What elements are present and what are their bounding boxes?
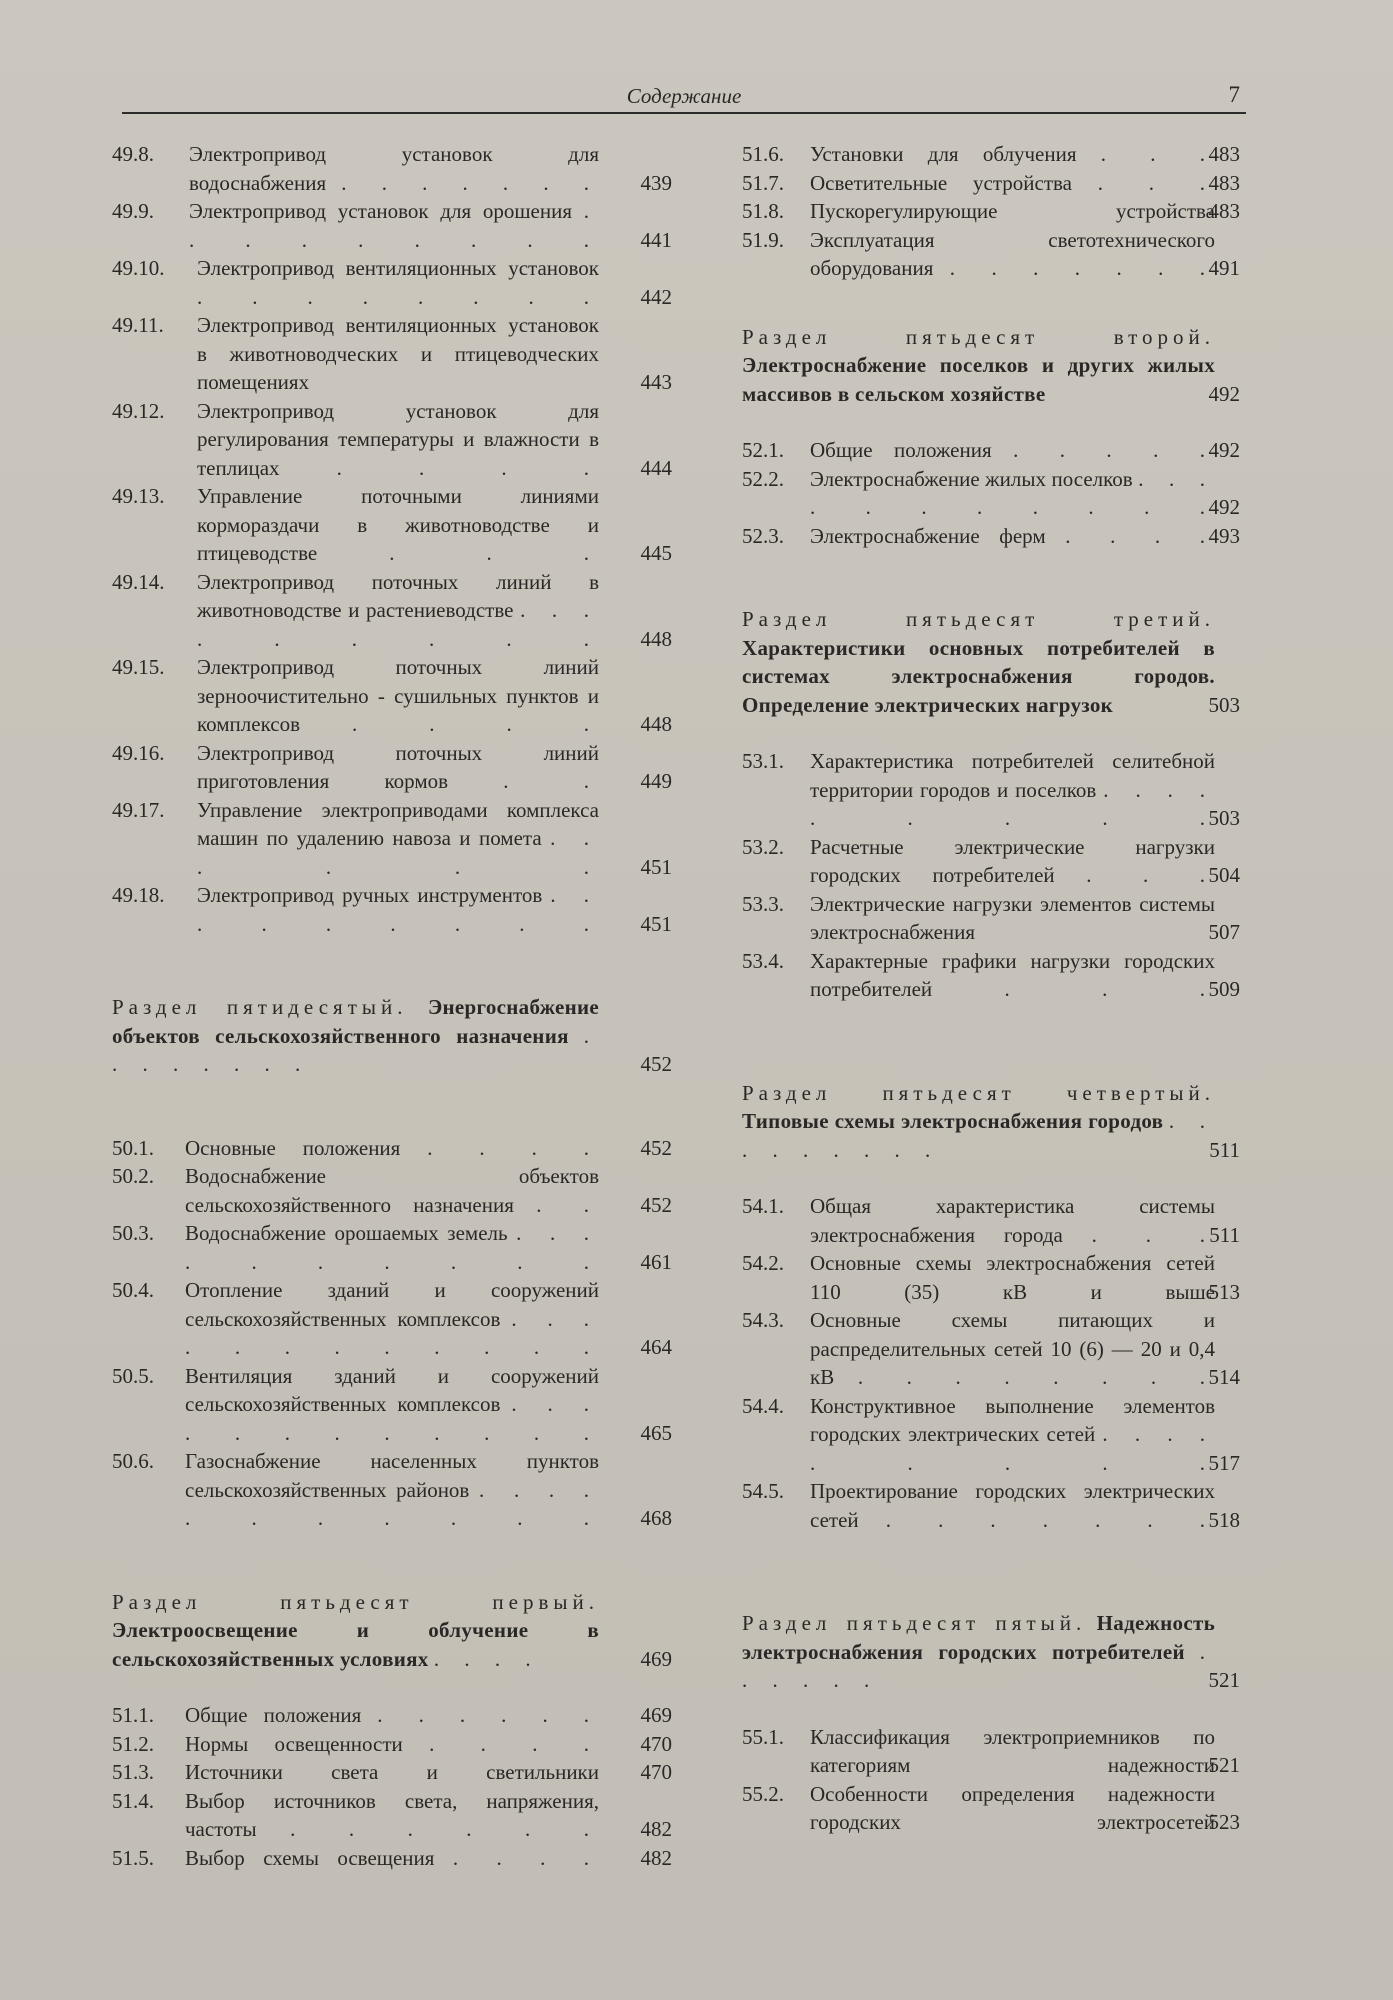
toc-entry[interactable] — [112, 1787, 672, 1844]
entry-title — [810, 226, 1215, 283]
entry-title — [810, 1780, 1215, 1837]
entry-page: 468 — [640, 1506, 672, 1530]
entry-title — [810, 1249, 1215, 1306]
entry-page: 492 — [1208, 438, 1240, 462]
entry-title — [810, 1306, 1215, 1392]
entry-title-text: Отопление зданий и сооружений сельскохозяйственных комплексов — [185, 1278, 599, 1331]
entry-title — [810, 465, 1215, 522]
entry-title-text: Эксплуатация светотехнического оборудования — [810, 227, 1215, 280]
toc-entry[interactable] — [112, 1447, 672, 1533]
leader-dots: . . . . . . — [197, 826, 600, 879]
section-lead: Раздел пятьдесят третий. — [742, 607, 1215, 631]
entry-page: 511 — [1209, 1222, 1240, 1247]
entry-title-text: Управление поточными линиями кормораздачи в животноводстве и птицеводстве — [197, 484, 599, 565]
spacer — [742, 550, 1302, 605]
entry-number: 51.2. — [112, 1731, 154, 1756]
toc-entry[interactable] — [112, 1701, 672, 1730]
spacer — [742, 1164, 1302, 1192]
leader-dots: . . . . . . . — [949, 256, 1216, 280]
leader-dots: . . . . . . . . — [112, 1023, 599, 1076]
entry-title — [189, 197, 599, 254]
entry-title-text: Газоснабжение населенных пунктов сельскохозяйственных районов — [185, 1449, 599, 1502]
entry-page: 441 — [640, 227, 672, 252]
leader-dots: . . . . . . . . . — [189, 199, 599, 252]
entry-number: 55.2. — [742, 1781, 784, 1806]
entry-title — [810, 169, 1215, 198]
entry-page: 521 — [1208, 1753, 1240, 1777]
leader-dots: . . . . . . — [377, 1703, 600, 1727]
entry-page: 483 — [1208, 199, 1240, 223]
toc-entry[interactable] — [112, 568, 672, 654]
leader-dots: . . — [536, 1192, 599, 1217]
entry-title — [810, 1392, 1215, 1478]
leader-dots: . . — [503, 769, 599, 793]
spacer — [742, 1695, 1302, 1723]
entry-page: 514 — [1208, 1365, 1240, 1389]
entry-title-text: Характерные графики нагрузки городских потребителей — [810, 948, 1215, 1001]
entry-page: 469 — [640, 1703, 672, 1727]
leader-dots: . . . . — [352, 712, 600, 736]
entry-page: 503 — [1208, 806, 1240, 830]
leader-dots: . . . — [1086, 863, 1216, 887]
entry-title-text: Электропривод установок для орошения — [189, 199, 573, 223]
entry-number: 53.3. — [742, 891, 784, 916]
toc-entry[interactable] — [742, 1192, 1302, 1249]
entry-page: 513 — [1208, 1279, 1240, 1304]
toc-entry[interactable] — [112, 140, 672, 197]
toc-entry[interactable] — [742, 436, 1302, 465]
toc-entry[interactable] — [742, 1306, 1302, 1392]
entry-title — [810, 747, 1215, 833]
section-lead: Раздел пятьдесят первый. — [112, 1589, 599, 1614]
section-page: 469 — [640, 1646, 672, 1671]
entry-number: 51.6. — [742, 142, 784, 166]
section-heading — [112, 1588, 599, 1674]
section-page: 503 — [1208, 692, 1240, 717]
entry-title-text: Электропривод поточных линий приготовления кормов — [197, 740, 599, 793]
toc-entry[interactable] — [742, 890, 1302, 947]
leader-dots: . . . . . . . . . . . . — [185, 1392, 599, 1445]
entry-page: 465 — [640, 1420, 672, 1445]
toc-entry[interactable] — [742, 1780, 1302, 1837]
toc-entry[interactable] — [742, 226, 1302, 283]
entry-title-text: Водоснабжение объектов сельскохозяйственного назначения — [185, 1164, 599, 1217]
entry-title-text: Управление электроприводами комплекса машин по удалению навоза и помета — [197, 797, 599, 850]
entry-title-text: Нормы освещенности — [185, 1731, 403, 1756]
toc-entry[interactable] — [742, 522, 1302, 551]
entry-number: 51.9. — [742, 227, 784, 252]
entry-page: 507 — [1208, 920, 1240, 944]
entry-number: 54.4. — [742, 1393, 784, 1418]
entry-number: 53.4. — [742, 948, 784, 973]
entry-number: 50.6. — [112, 1449, 154, 1473]
entry-page: 517 — [1208, 1450, 1240, 1475]
spacer — [112, 1079, 672, 1134]
page-number: 7 — [1228, 82, 1240, 107]
entry-page: 509 — [1208, 977, 1240, 1001]
entry-page: 439 — [640, 170, 672, 195]
leader-dots: . . . . . — [1013, 438, 1216, 462]
entry-number: 49.15. — [112, 655, 165, 679]
toc-right-column — [742, 140, 1302, 1837]
toc-entry[interactable] — [112, 653, 672, 739]
entry-number: 51.8. — [742, 199, 784, 223]
section-heading — [742, 1079, 1215, 1165]
toc-entry[interactable] — [112, 796, 672, 882]
leader-dots: . . . . . . . . . — [742, 1109, 1216, 1162]
entry-title — [185, 1134, 599, 1163]
entry-title-text: Конструктивное выполнение элементов городских электрических сетей — [810, 1393, 1215, 1446]
entry-page: 482 — [640, 1845, 672, 1870]
entry-title — [185, 1758, 599, 1787]
entry-page: 452 — [640, 1192, 672, 1217]
toc-entry[interactable] — [742, 747, 1302, 833]
entry-page: 518 — [1208, 1507, 1240, 1532]
entry-title-text: Электропривод вентиляционных установок в животноводческих и птицеводческих помещениях — [197, 313, 599, 394]
entry-title — [185, 1447, 599, 1533]
leader-dots: . . . . . . . . . — [810, 1422, 1216, 1475]
entry-title-text: Особенности определения надежности городских электросетей — [810, 1781, 1215, 1834]
entry-title — [197, 397, 599, 483]
entry-title — [810, 1477, 1215, 1534]
entry-title-text: Электроснабжение жилых поселков — [810, 466, 1133, 491]
entry-title — [810, 436, 1215, 465]
entry-title-text: Основные схемы электроснабжения сетей 110 (35) кВ и выше — [810, 1251, 1215, 1304]
toc-entry[interactable] — [112, 397, 672, 483]
entry-title-text: Электроснабжение ферм — [810, 523, 1046, 548]
section-52-heading[interactable] — [742, 323, 1302, 409]
spacer — [112, 938, 672, 993]
entry-title-text: Выбор источников света, напряжения, частоты — [185, 1788, 599, 1841]
entry-page: 461 — [640, 1249, 672, 1274]
entry-title — [185, 1362, 599, 1448]
entry-title — [185, 1787, 599, 1844]
entry-page: 449 — [640, 769, 672, 793]
entry-title-text: Источники света и светильники — [185, 1760, 599, 1784]
entry-title — [197, 739, 599, 796]
entry-number: 50.5. — [112, 1363, 154, 1388]
section-title: Надежность электроснабжения городских потребителей — [742, 1611, 1215, 1664]
entry-number: 49.10. — [112, 256, 165, 280]
entry-page: 451 — [640, 911, 672, 936]
entry-page: 491 — [1208, 256, 1240, 280]
section-title: Типовые схемы электроснабжения городов — [742, 1109, 1164, 1133]
section-lead: Раздел пятьдесят второй. — [742, 324, 1215, 349]
entry-number: 49.17. — [112, 797, 165, 822]
entry-title-text: Проектирование городских электрических сетей — [810, 1479, 1215, 1532]
entry-title — [185, 1730, 599, 1759]
entry-title — [810, 522, 1215, 551]
toc-entry[interactable] — [742, 465, 1302, 522]
entry-title-text: Характеристика потребителей селитебной территории городов и поселков — [810, 749, 1215, 802]
entry-page: 492 — [1208, 495, 1240, 519]
entry-number: 54.3. — [742, 1308, 784, 1332]
section-heading — [742, 605, 1215, 719]
entry-title — [810, 947, 1215, 1004]
entry-title-text: Водоснабжение орошаемых земель — [185, 1221, 508, 1245]
entry-title-text: Установки для облучения — [810, 142, 1077, 166]
entry-page: 442 — [640, 284, 672, 309]
leader-dots: . . . . — [429, 1731, 599, 1756]
entry-number: 51.3. — [112, 1760, 154, 1784]
entry-title-text: Общая характеристика системы электроснабжения города — [810, 1194, 1215, 1247]
entry-number: 53.1. — [742, 749, 784, 773]
toc-entry[interactable] — [112, 1162, 672, 1219]
entry-number: 54.5. — [742, 1479, 784, 1503]
entry-title — [189, 140, 599, 197]
entry-number: 49.12. — [112, 398, 165, 423]
entry-title-text: Расчетные электрические нагрузки городских потребителей — [810, 834, 1215, 887]
leader-dots: . . . — [1097, 170, 1215, 195]
entry-page: 464 — [640, 1335, 672, 1359]
spacer — [112, 1673, 672, 1701]
entry-number: 55.1. — [742, 1724, 784, 1749]
leader-dots: . . . . . . . . — [197, 284, 599, 309]
entry-number: 54.2. — [742, 1251, 784, 1275]
leader-dots: . . . . . . . . — [857, 1365, 1216, 1389]
leader-dots: . . . . . . . — [341, 170, 600, 195]
entry-page: 470 — [640, 1760, 672, 1784]
entry-page: 452 — [640, 1135, 672, 1160]
entry-number: 51.1. — [112, 1703, 154, 1727]
toc-entry[interactable] — [742, 1392, 1302, 1478]
section-53-heading[interactable] — [742, 605, 1302, 719]
toc-entry[interactable] — [742, 1249, 1302, 1306]
entry-title-text: Электропривод ручных инструментов — [197, 883, 543, 907]
toc-entry[interactable] — [112, 254, 672, 311]
entry-page: 443 — [640, 370, 672, 394]
entry-title — [185, 1701, 599, 1730]
entry-title — [197, 568, 599, 654]
section-title: Характеристики основных потребителей в системах электроснабжения городов. Определение электрических нагрузок — [742, 635, 1215, 717]
leader-dots: . . . . . . — [742, 1639, 1216, 1692]
leader-dots: . . . . — [427, 1135, 600, 1160]
leader-dots: . . . — [1100, 142, 1215, 166]
entry-page: 451 — [640, 854, 672, 879]
section-title: Электроснабжение поселков и других жилых массивов в сельском хозяйстве — [742, 353, 1215, 406]
entry-number: 51.5. — [112, 1845, 154, 1870]
entry-number: 49.11. — [112, 313, 164, 337]
spacer — [742, 1004, 1302, 1079]
entry-page: 493 — [1208, 523, 1240, 548]
entry-page: 445 — [640, 541, 672, 565]
toc-entry[interactable] — [112, 739, 672, 796]
toc-entry[interactable] — [112, 1844, 672, 1873]
leader-dots: . . . . . . . . . . . — [810, 466, 1216, 519]
section-title: Электроосвещение и облучение в сельскохозяйственных условиях — [112, 1618, 599, 1671]
entry-title — [810, 197, 1215, 226]
entry-number: 49.8. — [112, 142, 154, 166]
leader-dots: . . . . — [452, 1845, 600, 1870]
section-page: 492 — [1208, 381, 1240, 406]
section-54-heading[interactable] — [742, 1079, 1302, 1165]
entry-title-text: Вентиляция зданий и сооружений сельскохозяйственных комплексов — [185, 1363, 599, 1416]
entry-title — [197, 311, 599, 397]
entry-title-text: Пускорегулирующие устройства — [810, 199, 1215, 223]
leader-dots: . . . . . . — [290, 1817, 600, 1841]
entry-title-text: Общие положения — [185, 1703, 362, 1727]
leader-dots: . . . . . . . . . — [197, 598, 600, 651]
entry-number: 52.1. — [742, 438, 784, 462]
entry-number: 50.1. — [112, 1135, 154, 1160]
entry-number: 49.16. — [112, 740, 165, 765]
leader-dots: . . . . — [336, 455, 600, 480]
entry-page: 483 — [1208, 142, 1240, 166]
entry-title-text: Осветительные устройства — [810, 170, 1072, 195]
toc-entry[interactable] — [112, 311, 672, 397]
entry-page: 482 — [640, 1817, 672, 1841]
toc-entry[interactable] — [112, 482, 672, 568]
entry-number: 54.1. — [742, 1194, 784, 1218]
entry-title — [810, 1723, 1215, 1780]
entry-page: 523 — [1208, 1810, 1240, 1834]
section-55-heading[interactable] — [742, 1609, 1302, 1695]
toc-entry[interactable] — [742, 140, 1302, 169]
section-50-heading[interactable] — [112, 993, 672, 1079]
entry-page: 444 — [640, 455, 672, 480]
section-heading — [742, 323, 1215, 409]
entry-title-text: Электрические нагрузки элементов системы электроснабжения — [810, 891, 1215, 944]
spacer — [112, 1533, 672, 1588]
section-lead: Раздел пятьдесят пятый. — [742, 1611, 1087, 1635]
entry-title-text: Электропривод поточных линий в животноводстве и растениеводстве — [197, 569, 599, 622]
entry-title — [810, 140, 1215, 169]
entry-title-text: Основные положения — [185, 1135, 401, 1160]
entry-number: 50.4. — [112, 1278, 154, 1302]
toc-entry[interactable] — [742, 833, 1302, 890]
toc-entry[interactable] — [112, 1730, 672, 1759]
entry-title-text: Электропривод вентиляционных установок — [197, 256, 599, 280]
leader-dots: . . . . . . . . . — [197, 883, 599, 936]
leader-dots: . . . . . . . . . — [810, 777, 1216, 830]
running-header — [122, 82, 1246, 114]
entry-number: 49.9. — [112, 199, 154, 223]
toc-entry[interactable] — [112, 1758, 672, 1787]
toc-entry[interactable] — [112, 197, 672, 254]
leader-dots: . . . . . . . — [885, 1507, 1216, 1532]
entry-page: 504 — [1208, 863, 1240, 887]
toc-entry[interactable] — [112, 881, 672, 938]
section-page: 511 — [1209, 1137, 1240, 1162]
entry-number: 49.13. — [112, 484, 165, 508]
toc-entry[interactable] — [112, 1276, 672, 1362]
toc-entry[interactable] — [742, 1723, 1302, 1780]
section-title: Энергоснабжение объектов сельскохозяйственного назначения — [112, 995, 600, 1048]
entry-number: 51.4. — [112, 1788, 154, 1813]
toc-entry[interactable] — [742, 1477, 1302, 1534]
entry-title — [185, 1844, 599, 1873]
toc-entry[interactable] — [742, 169, 1302, 198]
toc-entry[interactable] — [112, 1362, 672, 1448]
section-heading — [112, 993, 599, 1079]
entry-page: 470 — [640, 1731, 672, 1756]
toc-entry[interactable] — [742, 947, 1302, 1004]
spacer — [742, 1534, 1302, 1609]
spacer — [742, 719, 1302, 747]
section-page: 452 — [640, 1052, 672, 1076]
leader-dots: . . . — [1004, 977, 1216, 1001]
toc-entry[interactable] — [742, 197, 1302, 226]
section-lead: Раздел пятидесятый. — [112, 995, 408, 1019]
entry-number: 50.2. — [112, 1164, 154, 1188]
entry-title — [197, 482, 599, 568]
entry-title — [185, 1276, 599, 1362]
entry-title-text: Электропривод поточных линий зерноочистительно - сушильных пунктов и комплексов — [197, 655, 599, 736]
entry-number: 53.2. — [742, 834, 784, 859]
section-heading — [742, 1609, 1215, 1695]
entry-number: 52.3. — [742, 523, 784, 548]
spacer — [742, 283, 1302, 323]
entry-page: 483 — [1208, 170, 1240, 195]
entry-title — [197, 653, 599, 739]
running-title: Содержание — [626, 84, 742, 108]
entry-number: 50.3. — [112, 1221, 154, 1245]
leader-dots: . . . . . . . . . . — [185, 1221, 600, 1274]
entry-title-text: Основные схемы питающих и распределительных сетей 10 (6) — 20 и 0,4 кВ — [810, 1308, 1215, 1389]
leader-dots: . . . — [389, 541, 600, 565]
entry-title — [810, 890, 1215, 947]
leader-dots: . . . . — [1065, 523, 1216, 548]
entry-title — [197, 881, 599, 938]
toc-entry[interactable] — [112, 1134, 672, 1163]
entry-title — [197, 796, 599, 882]
entry-title — [185, 1162, 599, 1219]
toc-entry[interactable] — [112, 1219, 672, 1276]
section-page: 521 — [1208, 1668, 1240, 1692]
leader-dots: . . . — [1091, 1222, 1216, 1247]
entry-title-text: Классификация электроприемников по категориям надежности — [810, 1724, 1215, 1777]
leader-dots: . . . . . . . . . . . — [185, 1477, 600, 1530]
entry-page: 448 — [640, 712, 672, 736]
section-lead: Раздел пятьдесят четвертый. — [742, 1080, 1215, 1105]
toc-left-column — [112, 140, 672, 1872]
entry-number: 49.18. — [112, 883, 165, 907]
entry-title-text: Общие положения — [810, 438, 992, 462]
entry-title-text: Электропривод установок для регулирования температуры и влажности в теплицах — [197, 398, 599, 480]
entry-title — [197, 254, 599, 311]
leader-dots: . . . . — [433, 1646, 541, 1671]
entry-page: 448 — [640, 626, 672, 651]
entry-title — [810, 833, 1215, 890]
leader-dots: . . . . . . . . . . . . — [185, 1306, 599, 1359]
entry-title-text: Выбор схемы освещения — [185, 1845, 435, 1870]
entry-title-text: Электропривод установок для водоснабжения — [189, 142, 599, 195]
section-51-heading[interactable] — [112, 1588, 672, 1674]
entry-number: 49.14. — [112, 569, 165, 594]
entry-title — [185, 1219, 599, 1276]
entry-number: 52.2. — [742, 466, 784, 491]
entry-title — [810, 1192, 1215, 1249]
entry-number: 51.7. — [742, 170, 784, 195]
spacer — [742, 408, 1302, 436]
